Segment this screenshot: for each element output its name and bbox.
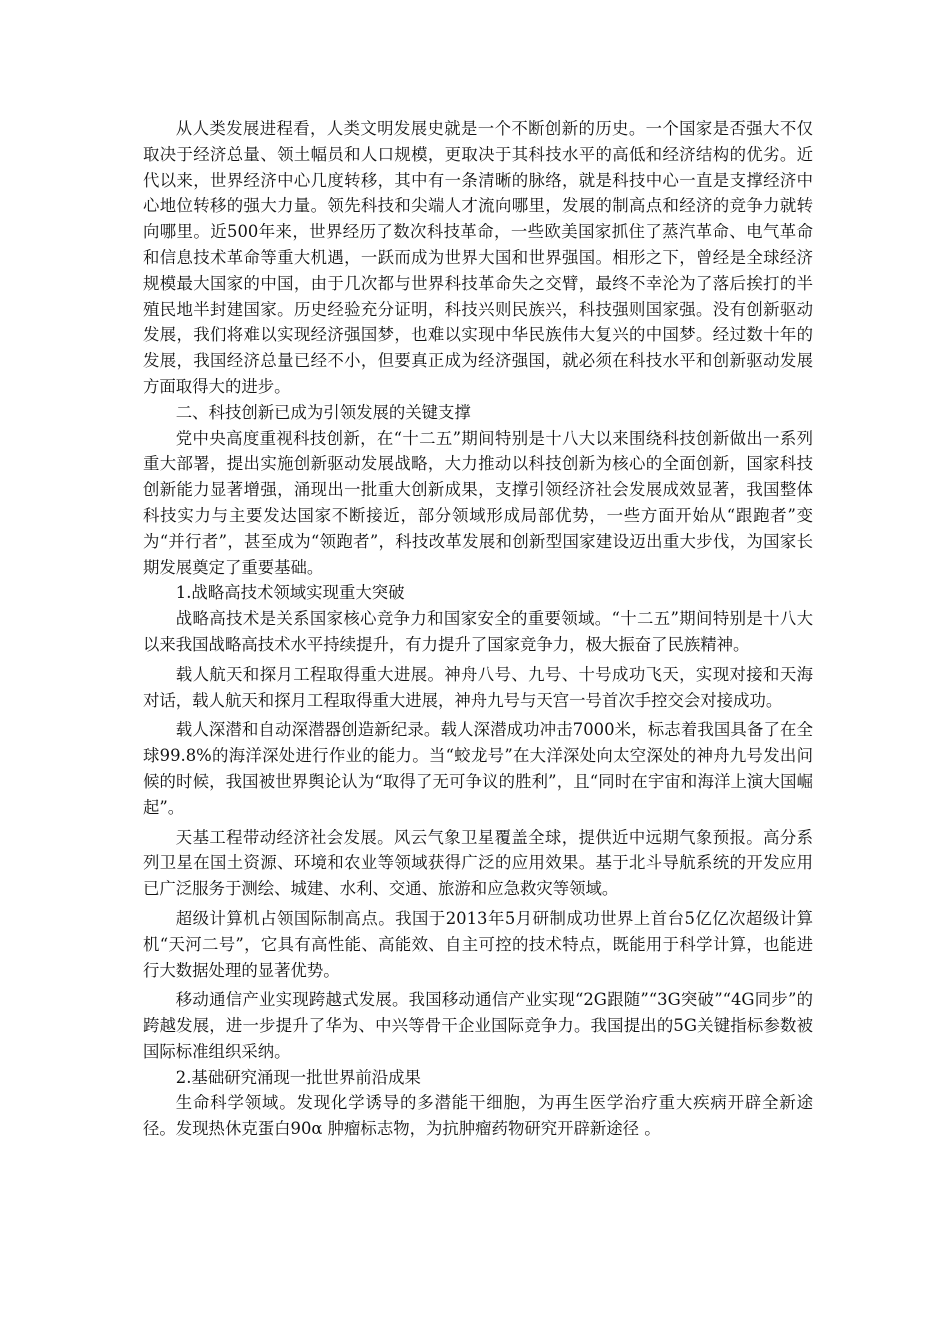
paragraph: 生命科学领域。发现化学诱导的多潜能干细胞，为再生医学治疗重大疾病开辟全新途径。发现热休克蛋白90α 肿瘤标志物，为抗肿瘤药物研究开辟新途径 。 — [143, 1093, 813, 1139]
section-heading: 二、科技创新已成为引领发展的关键支撑 — [175, 402, 471, 422]
paragraph: 超级计算机占领国际制高点。我国于2013年5月研制成功世界上首台5亿亿次超级计算机“天河二号”，它具有高性能、高能效、自主可控的技术特点，既能用于科学计算，也能进行大数据处理的显著优势。 — [143, 908, 813, 980]
paragraph: 移动通信产业实现跨越式发展。我国移动通信产业实现“2G跟随”“3G突破”“4G同步”的跨越发展，进一步提升了华为、中兴等骨干企业国际竞争力。我国提出的5G关键指标参数被国际标准组织采纳。 — [143, 990, 813, 1061]
document-body — [143, 116, 813, 1142]
paragraph: 从人类发展进程看，人类文明发展史就是一个不断创新的历史。一个国家是否强大不仅取决于经济总量、领土幅员和人口规模，更取决于其科技水平的高低和经济结构的优劣。近代以来，世界经济中心几度转移，其中有一条清晰的脉络，就是科技中心一直是支撑经济中心地位转移的强大力量。领先科技和尖端人才流向哪里，发展的制高点和经济的竞争力就转向哪里。近500年来，世界经历了数次科技革命，一些欧美国家抓住了蒸汽革命、电气革命和信息技术革命等重大机遇，一跃而成为世界大国和世界强国。相形之下，曾经是全球经济规模最大国家的中国，由于几次都与世界科技革命失之交臂，最终不幸沦为了落后挨打的半殖民地半封建国家。历史经验充分证明，科技兴则民族兴，科技强则国家强。没有创新驱动发展，我们将难以实现经济强国梦，也难以实现中华民族伟大复兴的中国梦。经过数十年的发展，我国经济总量已经不小，但要真正成为经济强国，就必须在科技水平和创新驱动发展方面取得大的进步。 — [143, 119, 813, 396]
subsection-heading: 1.战略高技术领域实现重大突破 — [175, 583, 405, 603]
paragraph: 载人深潜和自动深潜器创造新纪录。载人深潜成功冲击7000米，标志着我国具备了在全球99.8%的海洋深处进行作业的能力。当“蛟龙号”在大洋深处向太空深处的神舟九号发出问候的时候，我国被世界舆论认为“取得了无可争议的胜利”，且“同时在宇宙和海洋上演大国崛起”。 — [143, 720, 813, 817]
subsection-heading: 2.基础研究涌现一批世界前沿成果 — [175, 1067, 421, 1087]
paragraph: 战略高技术是关系国家核心竞争力和国家安全的重要领域。“十二五”期间特别是十八大以来我国战略高技术水平持续提升，有力提升了国家竞争力，极大振奋了民族精神。 — [143, 609, 813, 654]
paragraph: 党中央高度重视科技创新，在“十二五”期间特别是十八大以来围绕科技创新做出一系列重大部署，提出实施创新驱动发展战略，大力推动以科技创新为核心的全面创新，国家科技创新能力显著增强，涌现出一批重大创新成果，支撑引领经济社会发展成效显著，我国整体科技实力与主要发达国家不断接近，部分领域形成局部优势，一些方面开始从“跟跑者”变为“并行者”，甚至成为“领跑者”，科技改革发展和创新型国家建设迈出重大步伐，为国家长期发展奠定了重要基础。 — [143, 428, 813, 577]
paragraph: 天基工程带动经济社会发展。风云气象卫星覆盖全球，提供近中远期气象预报。高分系列卫星在国土资源、环境和农业等领域获得广泛的应用效果。基于北斗导航系统的开发应用已广泛服务于测绘、城建、水利、交通、旅游和应急救灾等领域。 — [143, 827, 813, 899]
paragraph: 载人航天和探月工程取得重大进展。神舟八号、九号、十号成功飞天，实现对接和天海对话，载人航天和探月工程取得重大进展，神舟九号与天宫一号首次手控交会对接成功。 — [143, 664, 813, 710]
